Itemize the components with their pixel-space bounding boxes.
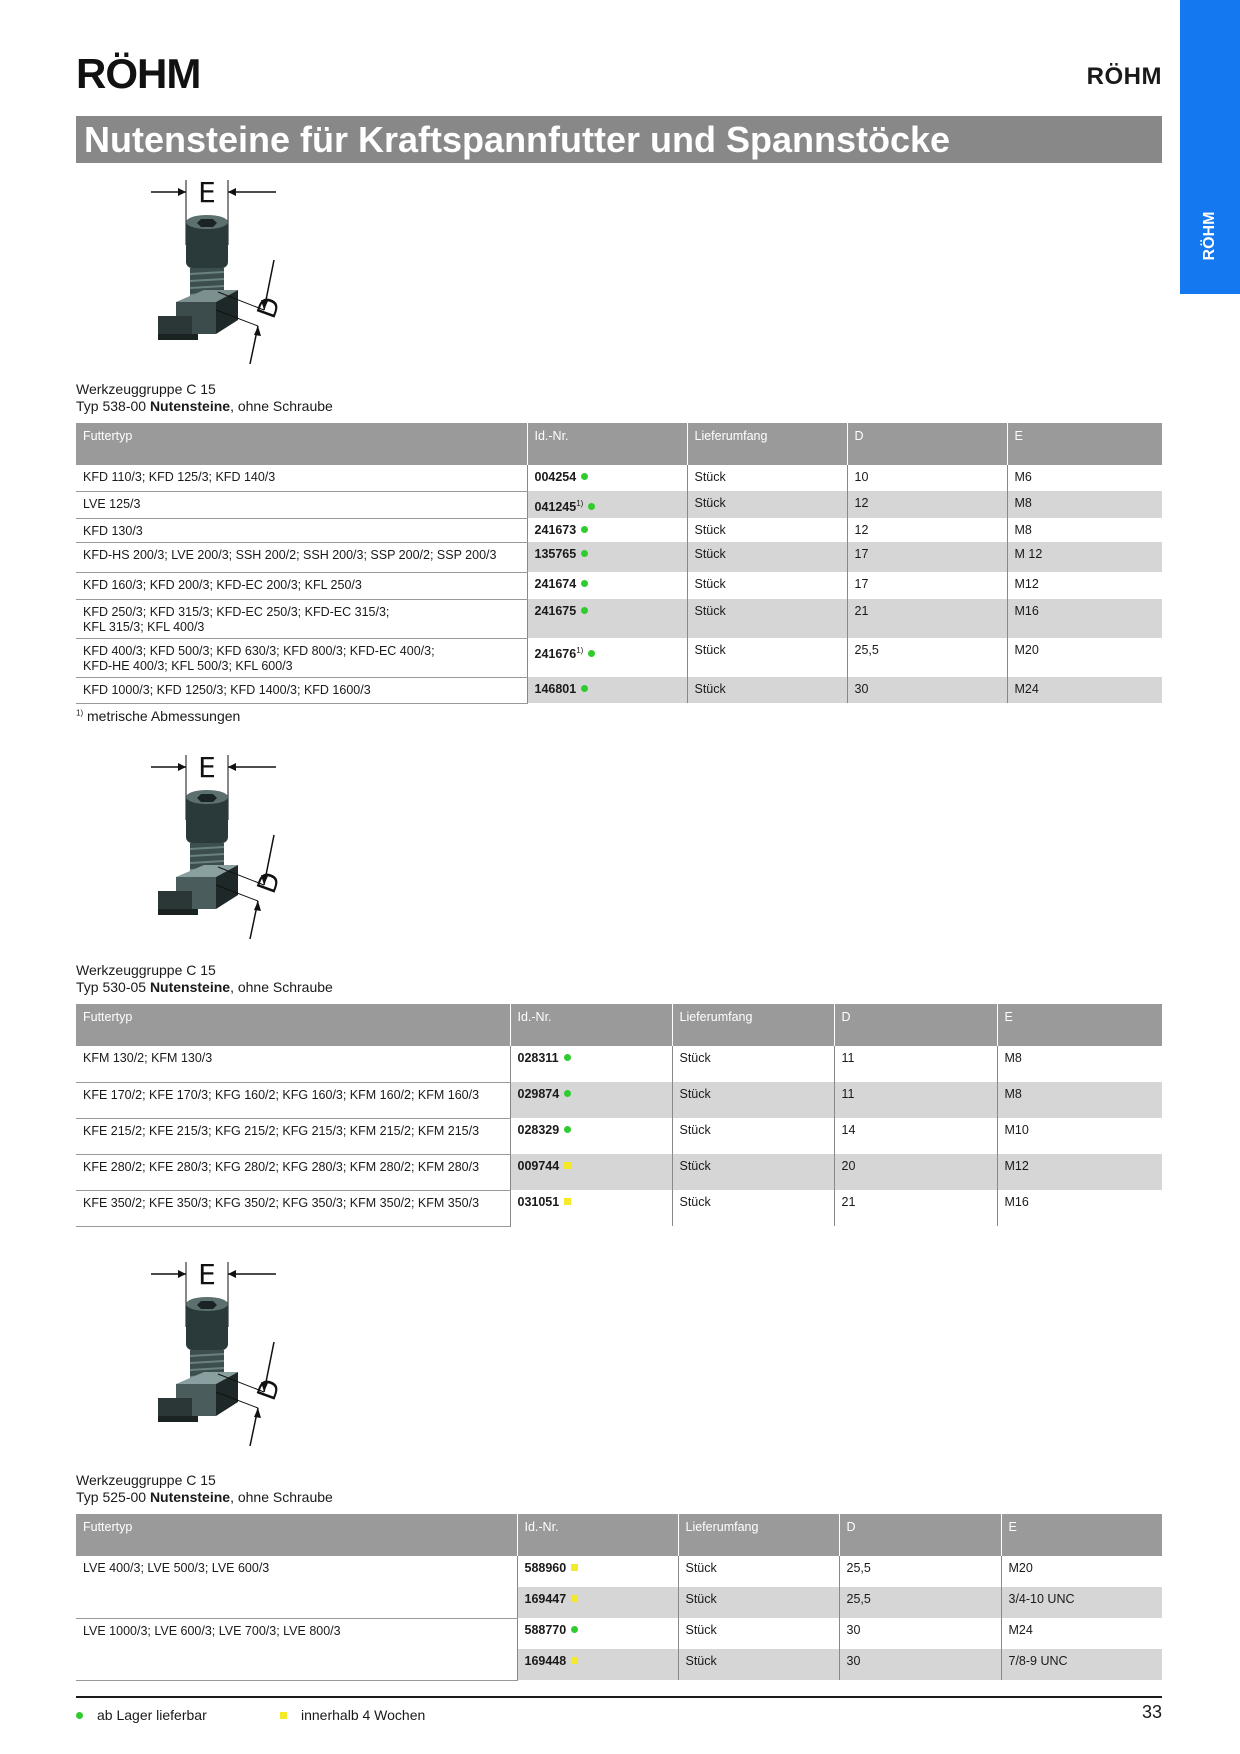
lieferumfang-cell (678, 1556, 839, 1587)
futtertyp-cell (76, 638, 527, 677)
in-stock-dot-icon (581, 580, 588, 587)
id-cell-text: 009744 (517, 1159, 560, 1173)
lieferumfang-cell-text: Stück (694, 577, 726, 592)
col-header-d: D (847, 423, 1007, 465)
lieferumfang-cell-text: Stück (685, 1592, 717, 1606)
col-header-e: E (1001, 1514, 1162, 1556)
lieferumfang-cell-text: Stück (694, 496, 726, 510)
e-cell-text: M10 (1004, 1123, 1029, 1137)
product-table-3 (76, 1514, 1162, 1681)
lieferumfang-cell (672, 1190, 834, 1226)
id-cell (517, 1618, 678, 1649)
type-line (76, 1489, 333, 1506)
slot-nut-drawing-1 (146, 170, 316, 370)
id-cell (527, 491, 687, 518)
e-cell-text: 7/8-9 UNC (1008, 1654, 1068, 1668)
in-stock-dot-icon (581, 607, 588, 614)
table-row (76, 518, 1162, 542)
futtertyp-cell (76, 1618, 517, 1680)
section-caption-1 (76, 381, 333, 415)
d-cell-text: 17 (854, 547, 869, 562)
d-cell-text: 21 (841, 1195, 856, 1209)
d-cell (834, 1154, 997, 1190)
e-cell-text: M12 (1004, 1159, 1029, 1173)
type-prefix: Typ 538-00 (76, 398, 150, 414)
col-header-d: D (834, 1004, 997, 1046)
dimension-e-label: E (198, 176, 216, 209)
lieferumfang-cell (687, 572, 847, 599)
futtertyp-cell (76, 677, 527, 703)
four-weeks-square-icon (571, 1657, 578, 1664)
col-header-lieferumfang: Lieferumfang (678, 1514, 839, 1556)
type-suffix: , ohne Schraube (230, 398, 333, 414)
id-cell-text: 241673 (534, 523, 577, 538)
section-caption-2 (76, 962, 333, 996)
col-header-e: E (1007, 423, 1162, 465)
tool-group-label: Werkzeuggruppe C 15 (76, 962, 216, 978)
lieferumfang-cell-text: Stück (679, 1087, 711, 1101)
id-cell (527, 465, 687, 491)
e-cell (1001, 1587, 1162, 1618)
slot-nut-drawing-2 (146, 745, 316, 945)
table-row (76, 1154, 1162, 1190)
lieferumfang-cell (687, 677, 847, 703)
d-cell-text: 12 (854, 523, 869, 538)
e-cell-text: M20 (1008, 1561, 1033, 1575)
type-bold: Nutensteine (149, 398, 231, 414)
section-caption-3 (76, 1472, 333, 1506)
id-cell-text: 169447 (524, 1592, 567, 1606)
e-cell (1001, 1556, 1162, 1587)
lieferumfang-cell-text: Stück (694, 470, 726, 484)
e-cell-text: M8 (1014, 496, 1032, 510)
footnote-ref: 1) (576, 646, 584, 656)
lieferumfang-cell (678, 1587, 839, 1618)
lieferumfang-cell (687, 465, 847, 491)
e-cell (1007, 599, 1162, 638)
product-table-1 (76, 423, 1162, 704)
id-cell (517, 1587, 678, 1618)
screw-head-icon (186, 1297, 228, 1350)
product-table-2 (76, 1004, 1162, 1227)
footnote (76, 708, 240, 724)
four-weeks-square-icon (564, 1198, 571, 1205)
title-bar (76, 116, 1162, 163)
screw-head-icon (186, 790, 228, 843)
e-cell-text: M 12 (1014, 547, 1043, 562)
d-cell-text: 11 (841, 1051, 855, 1065)
id-cell-text: 146801 (534, 682, 577, 697)
page-title: Nutensteine für Kraftspannfutter und Spannstöcke (84, 119, 951, 160)
e-cell (1007, 542, 1162, 572)
d-cell (847, 518, 1007, 542)
four-weeks-square-icon (571, 1595, 578, 1602)
lieferumfang-cell (687, 518, 847, 542)
in-stock-dot-icon (564, 1090, 571, 1097)
four-weeks-square-icon (564, 1162, 571, 1169)
e-cell (997, 1190, 1162, 1226)
dimension-e-label: E (198, 751, 216, 784)
id-cell-text: 135765 (534, 547, 577, 562)
rohm-logo (76, 44, 212, 96)
lieferumfang-cell-text: Stück (694, 682, 726, 697)
futtertyp-cell-text: KFD-HS 200/3; LVE 200/3; SSH 200/2; SSH 200/3; SSP 200/2; SSP 200/3 (83, 547, 497, 562)
legend-four-weeks (280, 1707, 425, 1723)
e-cell-text: M8 (1004, 1087, 1022, 1101)
lieferumfang-cell-text: Stück (694, 604, 726, 619)
d-cell (847, 599, 1007, 638)
table-row (76, 1190, 1162, 1226)
futtertyp-cell-text: KFE 350/2; KFE 350/3; KFG 350/2; KFG 350/3; KFM 350/2; KFM 350/3 (83, 1195, 480, 1210)
futtertyp-cell (76, 599, 527, 638)
futtertyp-cell-line2: KFL 315/3; KFL 400/3 (83, 619, 205, 634)
futtertyp-cell-text: KFD 130/3 (83, 523, 143, 538)
lieferumfang-cell-text: Stück (694, 547, 726, 562)
d-cell-text: 20 (841, 1159, 856, 1173)
d-cell (834, 1190, 997, 1226)
futtertyp-cell-text: KFE 170/2; KFE 170/3; KFG 160/2; KFG 160/3; KFM 160/2; KFM 160/3 (83, 1087, 480, 1102)
table-row (76, 1118, 1162, 1154)
brand-name: RÖHM (1086, 63, 1162, 90)
id-cell (527, 638, 687, 677)
footnote-ref: 1) (576, 499, 584, 508)
e-cell-text: M12 (1014, 577, 1039, 592)
col-header-e: E (997, 1004, 1162, 1046)
col-header-id: Id.-Nr. (527, 423, 687, 465)
lieferumfang-cell (687, 491, 847, 518)
d-cell-text: 25,5 (846, 1561, 871, 1575)
d-cell (847, 491, 1007, 518)
d-cell-text: 12 (854, 496, 869, 510)
e-cell (1007, 677, 1162, 703)
futtertyp-cell (76, 1082, 510, 1118)
e-cell (997, 1046, 1162, 1082)
d-cell (839, 1618, 1001, 1649)
type-line (76, 398, 333, 415)
dimension-d-label: D (252, 1375, 288, 1405)
id-cell-text: 241674 (534, 577, 577, 592)
side-tab-label: RÖHM (1201, 211, 1218, 261)
nut-block-icon (158, 865, 238, 915)
d-cell-text: 17 (854, 577, 869, 592)
id-cell-text: 031051 (517, 1195, 560, 1209)
col-header-futtertyp: Futtertyp (76, 1004, 510, 1046)
futtertyp-cell (76, 1190, 510, 1226)
type-bold: Nutensteine (149, 979, 231, 995)
futtertyp-cell-text: LVE 125/3 (83, 496, 141, 511)
legend-green-label: ab Lager lieferbar (97, 1707, 207, 1723)
futtertyp-cell-text: KFE 280/2; KFE 280/3; KFG 280/2; KFG 280/3; KFM 280/2; KFM 280/3 (83, 1159, 480, 1174)
id-cell-text: 588960 (524, 1561, 567, 1575)
in-stock-dot-icon (581, 473, 588, 480)
futtertyp-cell-text: KFE 215/2; KFE 215/3; KFG 215/2; KFG 215/3; KFM 215/2; KFM 215/3 (83, 1123, 480, 1138)
table-row (76, 465, 1162, 491)
d-cell (847, 572, 1007, 599)
col-header-id: Id.-Nr. (510, 1004, 672, 1046)
lieferumfang-cell (687, 542, 847, 572)
lieferumfang-cell-text: Stück (685, 1654, 717, 1668)
lieferumfang-cell-text: Stück (679, 1123, 711, 1137)
type-prefix: Typ 525-00 (76, 1489, 150, 1505)
dimension-d-label: D (252, 293, 288, 323)
lieferumfang-cell (678, 1649, 839, 1680)
in-stock-dot-icon (581, 685, 588, 692)
e-cell-text: M8 (1014, 523, 1032, 538)
d-cell-text: 25,5 (854, 643, 879, 658)
yellow-square-icon (280, 1712, 287, 1719)
lieferumfang-cell (672, 1046, 834, 1082)
futtertyp-cell (76, 572, 527, 599)
id-cell (510, 1046, 672, 1082)
table-row (76, 1082, 1162, 1118)
id-cell (517, 1649, 678, 1680)
rohm-logo-text: RÖHM (76, 50, 201, 96)
e-cell-text: M16 (1004, 1195, 1029, 1209)
e-cell (997, 1154, 1162, 1190)
futtertyp-cell-text: KFD 250/3; KFD 315/3; KFD-EC 250/3; KFD-EC 315/3; (83, 604, 390, 619)
d-cell-text: 30 (846, 1654, 861, 1668)
table-row (76, 491, 1162, 518)
tool-group-label: Werkzeuggruppe C 15 (76, 1472, 216, 1488)
col-header-lieferumfang: Lieferumfang (687, 423, 847, 465)
futtertyp-cell-text: LVE 400/3; LVE 500/3; LVE 600/3 (83, 1561, 270, 1575)
futtertyp-cell-text: KFD 400/3; KFD 500/3; KFD 630/3; KFD 800/3; KFD-EC 400/3; (83, 643, 435, 658)
e-cell (997, 1118, 1162, 1154)
futtertyp-cell (76, 1556, 517, 1618)
d-cell (847, 638, 1007, 677)
lieferumfang-cell (672, 1154, 834, 1190)
col-header-futtertyp: Futtertyp (76, 423, 527, 465)
footnote-mark: 1) (76, 708, 84, 718)
dimension-d-label: D (252, 868, 288, 898)
tool-group-label: Werkzeuggruppe C 15 (76, 381, 216, 397)
col-header-d: D (839, 1514, 1001, 1556)
table-row (76, 572, 1162, 599)
d-cell-text: 10 (854, 470, 869, 484)
futtertyp-cell-text: LVE 1000/3; LVE 600/3; LVE 700/3; LVE 800/3 (83, 1623, 341, 1638)
legend-in-stock (76, 1707, 207, 1723)
e-cell-text: M20 (1014, 643, 1039, 658)
in-stock-dot-icon (581, 526, 588, 533)
lieferumfang-cell-text: Stück (679, 1051, 711, 1065)
four-weeks-square-icon (571, 1564, 578, 1571)
e-cell (1007, 491, 1162, 518)
id-cell (527, 599, 687, 638)
futtertyp-cell (76, 1118, 510, 1154)
d-cell-text: 14 (841, 1123, 856, 1137)
e-cell (1001, 1649, 1162, 1680)
id-cell (527, 542, 687, 572)
futtertyp-cell (76, 1154, 510, 1190)
id-cell-text: 029874 (517, 1087, 560, 1101)
in-stock-dot-icon (581, 550, 588, 557)
id-cell (510, 1154, 672, 1190)
d-cell (847, 677, 1007, 703)
futtertyp-cell (76, 1046, 510, 1082)
e-cell-text: M8 (1004, 1051, 1022, 1065)
type-suffix: , ohne Schraube (230, 1489, 333, 1505)
id-cell (527, 677, 687, 703)
futtertyp-cell-line2: KFD-HE 400/3; KFL 500/3; KFL 600/3 (83, 658, 293, 673)
futtertyp-cell (76, 491, 527, 518)
table-row (76, 542, 1162, 572)
e-cell (997, 1082, 1162, 1118)
lieferumfang-cell (687, 599, 847, 638)
d-cell-text: 11 (841, 1087, 855, 1101)
id-cell (517, 1556, 678, 1587)
e-cell-text: M24 (1014, 682, 1039, 697)
d-cell (834, 1118, 997, 1154)
e-cell-text: M24 (1008, 1623, 1033, 1637)
table-row (76, 1618, 1162, 1649)
d-cell (839, 1587, 1001, 1618)
legend-yellow-label: innerhalb 4 Wochen (301, 1707, 426, 1723)
futtertyp-cell (76, 542, 527, 572)
d-cell-text: 25,5 (846, 1592, 871, 1606)
lieferumfang-cell (672, 1118, 834, 1154)
lieferumfang-cell-text: Stück (685, 1561, 717, 1575)
id-cell (510, 1118, 672, 1154)
futtertyp-cell (76, 518, 527, 542)
futtertyp-cell-text: KFD 160/3; KFD 200/3; KFD-EC 200/3; KFL 250/3 (83, 577, 362, 592)
d-cell-text: 30 (854, 682, 869, 697)
nut-block-icon (158, 290, 238, 340)
e-cell (1007, 518, 1162, 542)
lieferumfang-cell-text: Stück (679, 1195, 711, 1209)
page-number: 33 (1141, 1702, 1162, 1722)
in-stock-dot-icon (564, 1054, 571, 1061)
id-cell-text: 169448 (524, 1654, 567, 1668)
d-cell-text: 30 (846, 1623, 861, 1637)
col-header-lieferumfang: Lieferumfang (672, 1004, 834, 1046)
side-register-tab[interactable] (1180, 0, 1240, 294)
green-dot-icon (76, 1712, 83, 1719)
futtertyp-cell (76, 465, 527, 491)
id-cell (527, 572, 687, 599)
in-stock-dot-icon (588, 503, 595, 510)
e-cell (1007, 572, 1162, 599)
e-cell (1007, 638, 1162, 677)
id-cell-text: 241676 (534, 647, 577, 662)
d-cell (834, 1046, 997, 1082)
e-cell (1001, 1618, 1162, 1649)
table-row (76, 599, 1162, 638)
lieferumfang-cell (672, 1082, 834, 1118)
lieferumfang-cell (687, 638, 847, 677)
type-bold: Nutensteine (149, 1489, 231, 1505)
id-cell (527, 518, 687, 542)
table-row (76, 638, 1162, 677)
id-cell-text: 004254 (534, 470, 577, 484)
footnote-text: metrische Abmessungen (83, 708, 241, 724)
d-cell (834, 1082, 997, 1118)
footer-rule (76, 1696, 1162, 1698)
futtertyp-cell-text: KFD 110/3; KFD 125/3; KFD 140/3 (83, 470, 276, 484)
in-stock-dot-icon (588, 650, 595, 657)
id-cell-text: 588770 (524, 1623, 567, 1637)
lieferumfang-cell-text: Stück (685, 1623, 717, 1637)
col-header-futtertyp: Futtertyp (76, 1514, 517, 1556)
futtertyp-cell-text: KFM 130/2; KFM 130/3 (83, 1051, 213, 1065)
table-row (76, 677, 1162, 703)
id-cell-text: 028329 (517, 1123, 560, 1137)
id-cell-text: 241675 (534, 604, 577, 619)
type-prefix: Typ 530-05 (76, 979, 150, 995)
table-row (76, 1556, 1162, 1587)
d-cell-text: 21 (854, 604, 869, 619)
lieferumfang-cell-text: Stück (694, 643, 726, 658)
dimension-e-label: E (198, 1258, 216, 1291)
in-stock-dot-icon (564, 1126, 571, 1133)
lieferumfang-cell (678, 1618, 839, 1649)
id-cell (510, 1190, 672, 1226)
type-line (76, 979, 333, 996)
lieferumfang-cell-text: Stück (694, 523, 726, 538)
lieferumfang-cell-text: Stück (679, 1159, 711, 1173)
d-cell (839, 1649, 1001, 1680)
slot-nut-drawing-3 (146, 1252, 316, 1452)
nut-block-icon (158, 1372, 238, 1422)
id-cell (510, 1082, 672, 1118)
table-row (76, 1046, 1162, 1082)
in-stock-dot-icon (571, 1626, 578, 1633)
id-cell-text: 028311 (517, 1051, 559, 1065)
col-header-id: Id.-Nr. (517, 1514, 678, 1556)
d-cell (847, 465, 1007, 491)
e-cell (1007, 465, 1162, 491)
id-cell-text: 041245 (534, 500, 577, 515)
screw-head-icon (186, 215, 228, 268)
futtertyp-cell-text: KFD 1000/3; KFD 1250/3; KFD 1400/3; KFD 1600/3 (83, 682, 371, 697)
d-cell (839, 1556, 1001, 1587)
e-cell-text: M16 (1014, 604, 1039, 619)
type-suffix: , ohne Schraube (230, 979, 333, 995)
e-cell-text: M6 (1014, 470, 1032, 484)
e-cell-text: 3/4-10 UNC (1008, 1592, 1075, 1606)
d-cell (847, 542, 1007, 572)
